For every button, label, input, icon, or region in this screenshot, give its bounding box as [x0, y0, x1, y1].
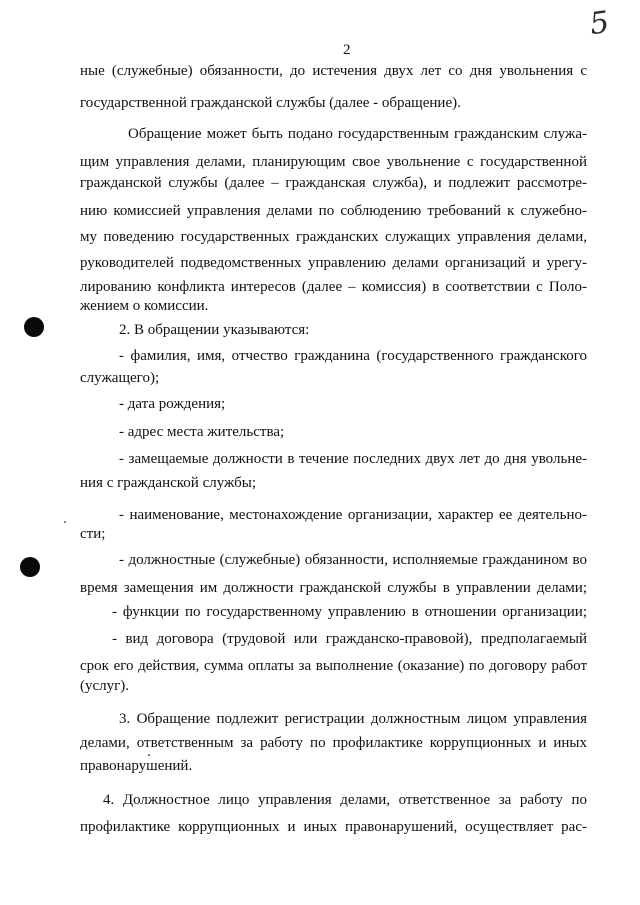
text-line: время замещения им должности гражданской службы в управлении делами;	[80, 580, 587, 596]
scan-speck	[64, 521, 66, 523]
text-line: - наименование, местонахождение организации, характер ее деятельно-	[119, 507, 587, 523]
text-line: жением о комиссии.	[80, 298, 209, 314]
text-line: срок его действия, сумма оплаты за выполнение (оказание) по договору работ	[80, 658, 587, 674]
text-line: 4. Должностное лицо управления делами, ответственное за работу по	[103, 792, 587, 808]
text-line: ные (служебные) обязанности, до истечения двух лет со дня увольнения с	[80, 63, 587, 79]
text-line: 3. Обращение подлежит регистрации должностным лицом управления	[119, 711, 587, 727]
text-line: правонарушений.	[80, 758, 193, 774]
text-line: - замещаемые должности в течение последних двух лет до дня увольне-	[119, 451, 587, 467]
text-line: - дата рождения;	[119, 396, 226, 412]
text-line: му поведению государственных гражданских служащих управления делами,	[80, 229, 587, 245]
text-line: - вид договора (трудовой или гражданско-правовой), предполагаемый	[112, 631, 587, 647]
text-line: служащего);	[80, 370, 160, 386]
text-line: делами, ответственным за работу по профилактике коррупционных и иных	[80, 735, 587, 751]
text-line: ния с гражданской службы;	[80, 475, 257, 491]
handwritten-page-mark: 5	[587, 4, 612, 43]
text-line: государственной гражданской службы (далее - обращение).	[80, 95, 461, 111]
text-line: лированию конфликта интересов (далее – комиссия) в соответствии с Поло-	[80, 279, 587, 295]
punch-hole-bottom	[20, 557, 40, 577]
text-line: (услуг).	[80, 678, 130, 694]
text-line: - функции по государственному управлению в отношении организации;	[112, 604, 587, 620]
punch-hole-top	[24, 317, 44, 337]
text-line: нию комиссией управления делами по соблюдению требований к служебно-	[80, 203, 587, 219]
text-line: - адрес места жительства;	[119, 424, 285, 440]
text-line: гражданской службы (далее – гражданская служба), и подлежит рассмотре-	[80, 175, 587, 191]
text-line: - должностные (служебные) обязанности, исполняемые гражданином во	[119, 552, 587, 568]
page-number: 2	[343, 42, 351, 58]
scan-speck	[148, 754, 150, 756]
text-line: профилактике коррупционных и иных правонарушений, осуществляет рас-	[80, 819, 587, 835]
text-line: щим управления делами, планирующим свое увольнение с государственной	[80, 154, 587, 170]
text-line: сти;	[80, 526, 106, 542]
text-line: 2. В обращении указываются:	[119, 322, 310, 338]
text-line: - фамилия, имя, отчество гражданина (государственного гражданского	[119, 348, 587, 364]
text-line: руководителей подведомственных управлению делами организаций и урегу-	[80, 255, 587, 271]
text-line: Обращение может быть подано государственным гражданским служа-	[128, 126, 587, 142]
